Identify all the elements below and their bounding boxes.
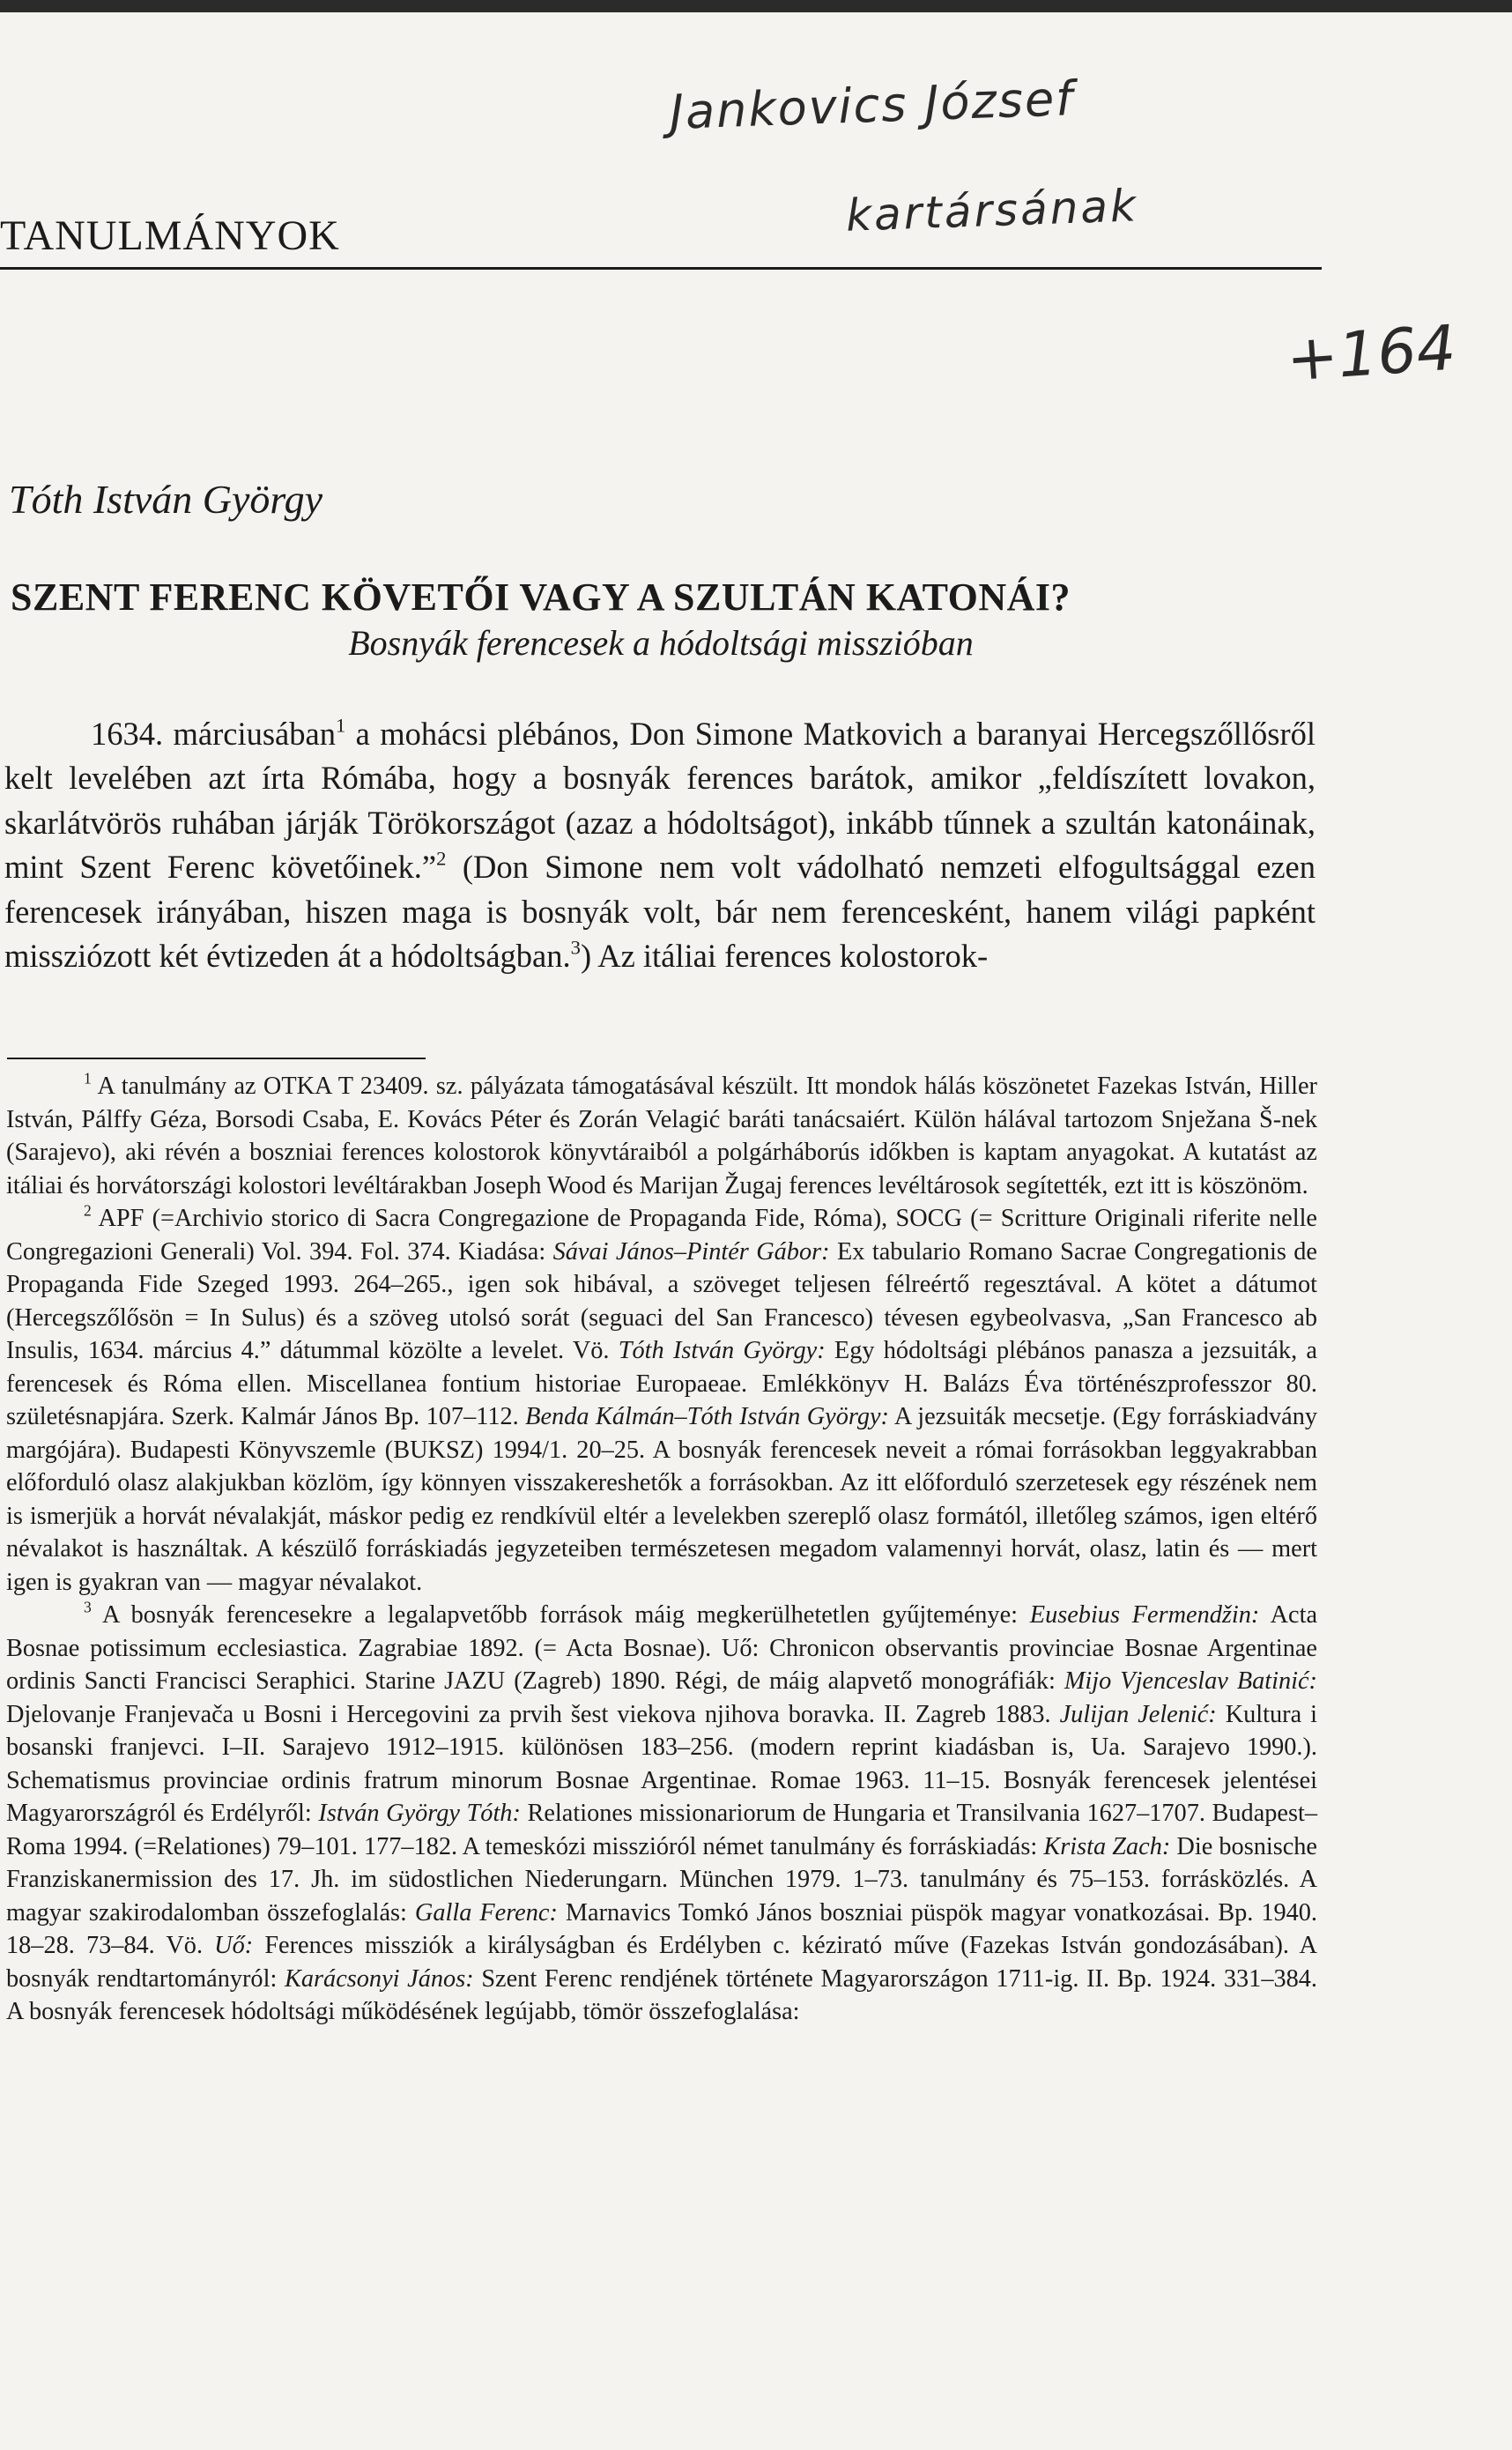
handwritten-dedication-line2: kartársának xyxy=(845,180,1139,241)
body-text-segment: ) Az itáliai ferences kolostorok- xyxy=(580,938,989,975)
article-subtitle: Bosnyák ferencesek a hódoltsági misszióban xyxy=(348,623,974,663)
footnote-cited-author: István György Tóth: xyxy=(318,1800,521,1827)
footnote-text: Acta Bosnae potissimum ecclesiastica. Zagrabiae 1892. (= Acta Bosnae). Uő: Chronicon observantis provinciae Bosnae Argentinae ordinis Sancti Francisci Seraphici. Starine JAZU (Zagreb) 1890. Régi, de máig alapvető monográfiák: xyxy=(6,1601,1318,1695)
footnote-cited-author: Uő: xyxy=(214,1932,254,1959)
footnote-ref-2[interactable]: 2 xyxy=(436,847,447,870)
footnote-text: Marnavics Tomkó János boszniai püspök magyar vonatkozásai. Bp. 1940. 18–28. 73–84. Vö. xyxy=(6,1898,1317,1959)
footnote-cited-author: Krista Zach: xyxy=(1043,1832,1171,1860)
footnotes xyxy=(6,1070,1317,2029)
footnote-separator xyxy=(7,1058,426,1059)
footnote-text: Ex tabulario Romano Sacrae Congregationis de Propaganda Fide Szeged 1993. 264–265., igen sok hibával, a szöveget teljesen félreértő regesztával. A kötet a dátumot (Hercegszőlősön = In Sulus) és a szöveg utolsó sorát (seguaci del San Francesco) tévesen egybeolvasva, „San Francesco ab Insulis, 1634. március 4.” dátummal közölte a levelet. Vö. xyxy=(6,1237,1317,1364)
footnote-text: Egy hódoltsági plébános panasza a jezsuiták, a ferencesek és Róma ellen. Miscellanea fontium historiae Europaeae. Emlékkönyv H. Balázs Éva történészprofesszor 80. születésnapjára. Szerk. Kalmár János Bp. 107–112. xyxy=(6,1337,1317,1430)
footnote-text: Relationes missionariorum de Hungaria et Transilvania 1627–1707. Budapest–Roma 1994. (=Relationes) 79–101. 177–182. A temeskózi misszióról német tanulmány és forráskiadás: xyxy=(6,1800,1317,1860)
footnote-cited-author: Benda Kálmán–Tóth István György: xyxy=(525,1403,889,1430)
footnote-text: Kultura i bosanski franjevci. I–II. Sarajevo 1912–1915. különösen 183–256. (modern reprint kiadásban is, Ua. Sarajevo 1990.). Schematismus provinciae ordinis fratrum minorum Bosnae Argentinae. Romae 1963. 11–15. Bosnyák ferencesek jelentései Magyarországról és Erdélyről: xyxy=(6,1700,1318,1827)
article-body-paragraph xyxy=(4,712,1316,978)
body-text-segment: (Don Simone nem volt vádolható nemzeti elfogultsággal ezen ferencesek irányában, hiszen maga is bosnyák volt, bár nem ferencesként, hanem világi papként missziózott két évtizeden át a hódoltságban. xyxy=(4,849,1316,975)
article-title: SZENT FERENC KÖVETŐI VAGY A SZULTÁN KATONÁI? xyxy=(11,575,1071,619)
footnote-1 xyxy=(6,1070,1317,1202)
article-author: Tóth István György xyxy=(9,477,323,522)
footnote-text: A jezsuiták mecsetje. (Egy forráskiadvány margójára). Budapesti Könyvszemle (BUKSZ) 1994/1. 20–25. A bosnyák ferencesek neveit a római forrásokban leggyakrabban előforduló olasz alakjukban közlöm, így könnyen visszakereshetők a forrásokban. Az itt előforduló szerzetesek egy részének nem is ismerjük a horvát névalakját, máskor pedig ez rendkívül eltér a levelekben szereplő olasz formától, illetőleg számos, igen eltérő névalakot is használtak. A készülő forráskiadás jegyzeteiben természetesen megadom valamennyi horvát, olasz, latin és — mert igen is gyakran van — magyar névalakot. xyxy=(6,1403,1318,1596)
footnote-cited-author: Sávai János–Pintér Gábor: xyxy=(552,1237,830,1266)
footnote-cited-author: Mijo Vjenceslav Batinić: xyxy=(1064,1667,1317,1695)
body-text-segment: a mohácsi plébános, Don Simone Matkovich a baranyai Hercegszőllősről kelt levelében azt írta Rómába, hogy a bosnyák ferences barátok, amikor „feldíszített lovakon, skarlátvörös ruhában járják Törökországot (azaz a hódoltságot), inkább tűnnek a szultán katonáinak, mint Szent Ferenc követőinek.” xyxy=(4,716,1316,886)
footnote-cited-author: Julijan Jelenić: xyxy=(1059,1700,1217,1728)
footnote-cited-author: Tóth István György: xyxy=(618,1337,826,1364)
footnote-number: 2 xyxy=(84,1201,92,1220)
footnote-ref-3[interactable]: 3 xyxy=(570,936,581,959)
footnote-2 xyxy=(6,1202,1317,1599)
footnote-text: A tanulmány az OTKA T 23409. sz. pályázata támogatásával készült. Itt mondok hálás köszönetet Fazekas István, Hiller István, Pálffy Géza, Borsodi Csaba, E. Kovács Péter és Zorán Velagić baráti tanácsaiért. Külön hálával tartozom Snježana Š-nek (Sarajevo), aki révén a boszniai ferences kolostorok könyvtáraiból a polgárháborús időkben is kaptam anyagokat. A kutatást az itáliai és horvátországi kolostori levéltárakban Joseph Wood és Marijan Žugaj ferences levéltárosok segítették, ezt itt is köszönöm. xyxy=(6,1073,1317,1199)
footnote-text: Die bosnische Franziskanermission des 17. Jh. im südostlichen Niederungarn. München 1979. 1–73. tanulmány és 75–153. forrásközlés. A magyar szakirodalomban összefoglalás: xyxy=(6,1832,1317,1927)
footnote-text: APF (=Archivio storico di Sacra Congregazione de Propaganda Fide, Róma), SOCG (= Scritture Originali riferite nelle Congregazioni Generali) Vol. 394. Fol. 374. Kiadása: xyxy=(6,1205,1317,1266)
page-top-edge xyxy=(0,0,1512,12)
body-text-segment: 1634. márciusában xyxy=(91,716,336,752)
footnote-text: Szent Ferenc rendjének története Magyarországon 1711-ig. II. Bp. 1924. 331–384. A bosnyák ferencesek hódoltsági működésének legújabb, tömör összefoglalása: xyxy=(6,1964,1317,2025)
footnote-text: Ferences missziók a királyságban és Erdélyben c. kézirató műve (Fazekas István gondozásában). A bosnyák rendtartományról: xyxy=(6,1932,1317,1993)
footnote-3 xyxy=(6,1599,1317,2029)
footnote-cited-author: Karácsonyi János: xyxy=(285,1964,474,1993)
handwritten-dedication-line1: Jankovics József xyxy=(669,71,1076,140)
footnote-ref-1[interactable]: 1 xyxy=(335,714,346,737)
footnote-cited-author: Eusebius Fermendžin: xyxy=(1029,1601,1260,1629)
section-title: TANULMÁNYOK xyxy=(0,212,340,259)
footnote-number: 1 xyxy=(84,1069,92,1088)
section-header xyxy=(0,212,1322,270)
footnote-number: 3 xyxy=(84,1598,92,1616)
footnote-cited-author: Galla Ferenc: xyxy=(414,1898,558,1927)
footnote-text: Djelovanje Franjevača u Bosni i Hercegovini za prvih šest viekova njihova boravka. II. Zagreb 1883. xyxy=(6,1700,1060,1728)
handwritten-number: +164 xyxy=(1284,311,1458,396)
footnote-text: A bosnyák ferencesekre a legalapvetőbb források máig megkerülhetetlen gyűjteménye: xyxy=(102,1601,1030,1629)
